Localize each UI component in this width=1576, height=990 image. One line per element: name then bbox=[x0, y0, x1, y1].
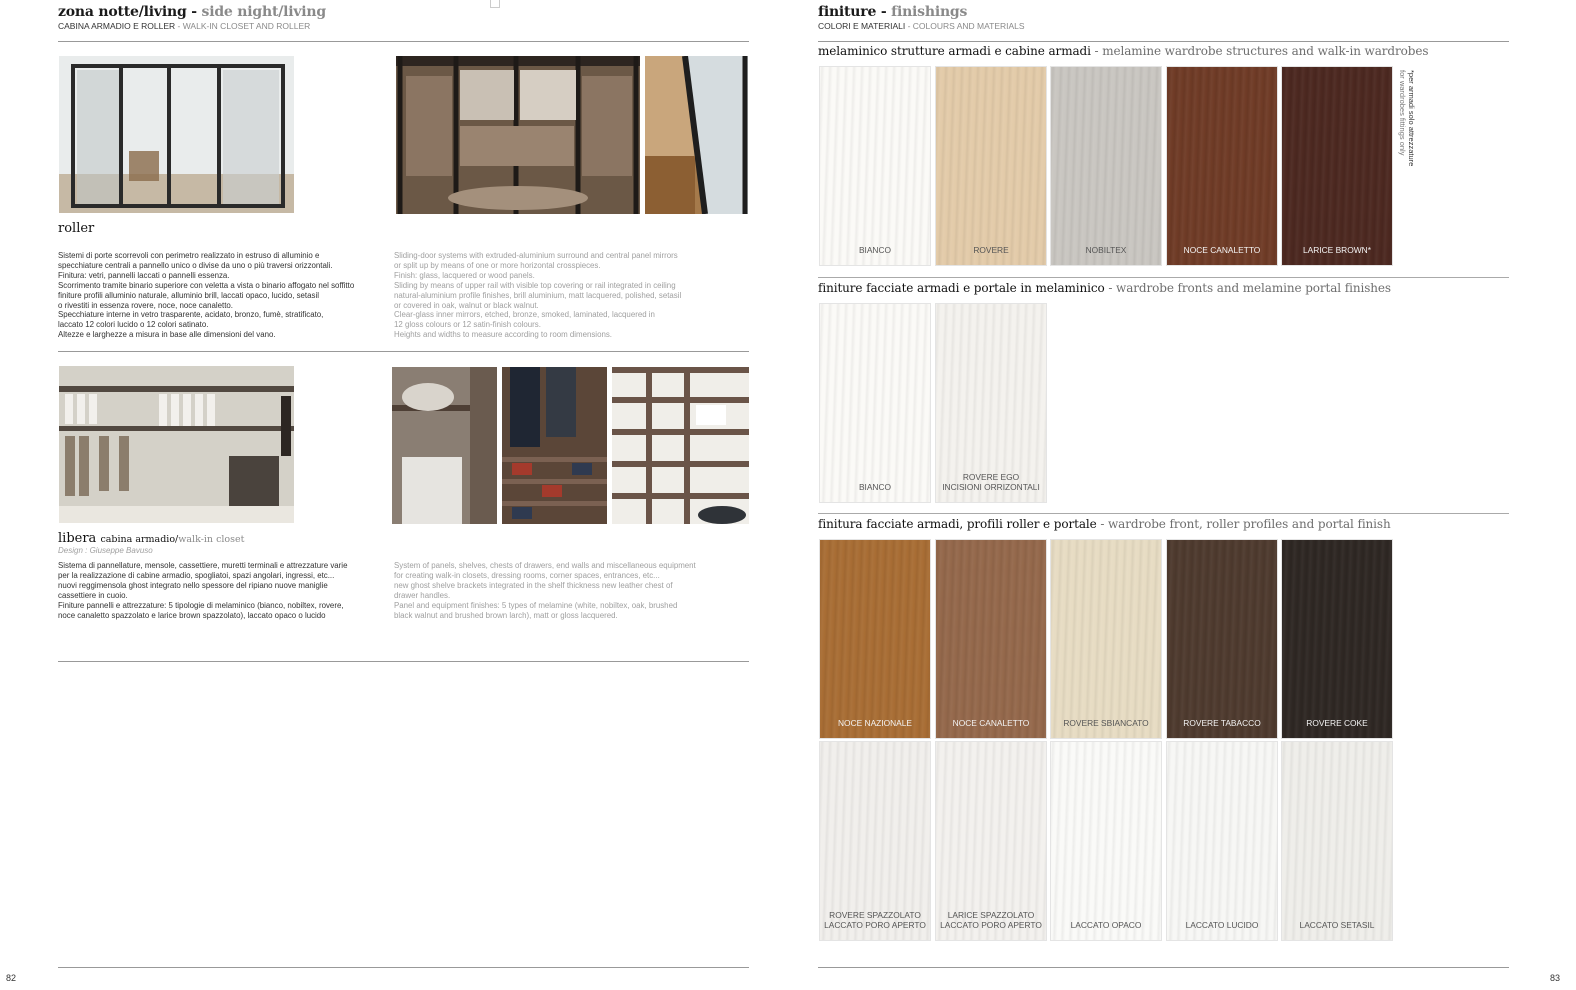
finish-swatch bbox=[935, 66, 1047, 266]
title-en: side night/living bbox=[201, 4, 326, 20]
swatch-label: NOCE CANALETTO bbox=[952, 718, 1030, 728]
left-page-number: 82 bbox=[6, 973, 17, 983]
binding-mark bbox=[490, 0, 500, 8]
section2-rule bbox=[818, 513, 1509, 514]
finish-swatch bbox=[1281, 741, 1393, 941]
swatch-label: ROVERE EGO INCISIONI ORRIZONTALI bbox=[942, 472, 1040, 492]
libera-photo-bag-shelf bbox=[392, 367, 497, 524]
section1-rule bbox=[818, 277, 1509, 278]
libera-description-en: System of panels, shelves, chests of drawers, end walls and miscellaneous equipment for creating walk-in closets, dressing rooms, corner spaces, entrances, etc... new ghost shelve brackets integrated in the shelf thickness new leather chest of drawer handles. Panel and equipment finishes: 5 types of melamine (white, nobiltex, oak, brushed black walnut and brushed brown larch), matt or gloss lacquered. bbox=[394, 561, 696, 620]
subtitle-it: CABINA ARMADIO E ROLLER bbox=[58, 21, 176, 31]
finish-swatch bbox=[1050, 539, 1162, 739]
finish-swatch bbox=[819, 539, 931, 739]
swatch-label: BIANCO bbox=[858, 482, 892, 492]
swatch-label: ROVERE COKE bbox=[1306, 718, 1368, 728]
finiture-title-it: finiture bbox=[818, 4, 877, 20]
left-header-rule bbox=[58, 41, 749, 42]
swatch-label: NOBILTEX bbox=[1085, 245, 1127, 255]
bag-photo-illustration bbox=[392, 367, 497, 524]
roller-photo-door-detail bbox=[645, 56, 748, 214]
section1-sep: - bbox=[1090, 44, 1103, 58]
section1-title-it: melaminico strutture armadi e cabine armadi bbox=[818, 44, 1091, 58]
drawers-photo-illustration bbox=[502, 367, 607, 524]
finish-swatch bbox=[819, 741, 931, 941]
libera-photo-walkin-closet bbox=[59, 366, 294, 523]
section3-title-en: wardrobe front, roller profiles and portal finish bbox=[1108, 517, 1391, 531]
section2-title-it: finiture facciate armadi e portale in melaminico bbox=[818, 281, 1105, 295]
libera-name-en: walk-in closet bbox=[178, 534, 245, 545]
finish-swatch bbox=[1166, 741, 1278, 941]
section3-title-it: finitura facciate armadi, profili roller e portale bbox=[818, 517, 1097, 531]
libera-photo-shelves bbox=[612, 367, 749, 524]
swatch-label: ROVERE SPAZZOLATO LACCATO PORO APERTO bbox=[824, 910, 926, 930]
finish-swatch bbox=[1281, 539, 1393, 739]
swatch-label: LACCATO OPACO bbox=[1070, 920, 1142, 930]
libera-description-it: Sistema di pannellature, mensole, cassettiere, muretti terminali e attrezzature varie per la realizzazione di cabine armadio, spogliatoi, spazi angolari, ingressi, etc... nuovi reggimensola ghost integrato nello spessore del ripiano nuove maniglie cassettiere in cuoio. Finiture pannelli e attrezzature: 5 tipologie di melaminico (bianco, nobiltex, rovere, noce canaletto spazzolato e larice brown spazzolato), laccato opaco o lucido bbox=[58, 561, 348, 620]
section3-sep: - bbox=[1096, 517, 1109, 531]
left-page-title bbox=[58, 4, 326, 20]
libera-name-it: cabina armadio/ bbox=[100, 534, 179, 545]
finish-swatch bbox=[819, 303, 931, 503]
swatch-label: LACCATO SETASIL bbox=[1299, 920, 1375, 930]
roller-description-en: Sliding-door systems with extruded-aluminium surround and central panel mirrors or split up by means of one or more horizontal crosspieces. Finish: glass, lacquered or wood panels. Sliding by means of upper rail with visible top covering or rail integrated in ceiling natural-aluminium profile finishes, brill aluminium, matt lacquered, polished, setasil or covered in oak, walnut or black walnut. Clear-glass inner mirrors, etched, bronze, smoked, laminated, lacquered in 12 gloss colours or 12 satin-finish colours. Heights and widths to measure according to room dimensions. bbox=[394, 251, 682, 340]
finish-swatch bbox=[935, 539, 1047, 739]
finiture-title-sep: - bbox=[876, 4, 892, 20]
finish-swatch bbox=[819, 66, 931, 266]
subtitle-sep: - bbox=[175, 21, 183, 31]
finish-swatch bbox=[1166, 66, 1278, 266]
door-photo-illustration bbox=[645, 56, 748, 214]
libera-designer: Design : Giuseppe Bavuso bbox=[58, 546, 153, 555]
finish-swatch bbox=[1050, 741, 1162, 941]
section1-title-en: melamine wardrobe structures and walk-in wardrobes bbox=[1102, 44, 1429, 58]
right-page-title bbox=[818, 4, 967, 20]
finiture-title-en: finishings bbox=[891, 4, 968, 20]
roller-product-name: roller bbox=[58, 221, 95, 236]
title-sep: - bbox=[186, 4, 202, 20]
section3-title bbox=[818, 517, 1391, 531]
left-page-subtitle bbox=[58, 21, 310, 31]
left-mid-rule bbox=[58, 351, 749, 352]
swatch-label: ROVERE SBIANCATO bbox=[1063, 718, 1149, 728]
swatch-label: ROVERE bbox=[973, 245, 1009, 255]
subtitle-en: WALK-IN CLOSET AND ROLLER bbox=[182, 21, 311, 31]
finiture-subtitle-it: COLORI E MATERIALI bbox=[818, 21, 906, 31]
left-footer-rule bbox=[58, 967, 749, 968]
finiture-subtitle-en: COLOURS AND MATERIALS bbox=[912, 21, 1025, 31]
footnote-it: *per armadi solo attrezzature bbox=[1407, 70, 1416, 167]
finish-swatch bbox=[935, 741, 1047, 941]
swatch-label: LARICE SPAZZOLATO LACCATO PORO APERTO bbox=[940, 910, 1042, 930]
roller-description-it: Sistemi di porte scorrevoli con perimetro realizzato in estruso di alluminio e specchiature centrali a pannello unico o divise da uno o più traversi orizzontali. Finitura: vetri, pannelli laccati o pannelli essenza. Scorrimento tramite binario superiore con veletta a vista o binario affogato nel soffitto finiture profili alluminio naturale, alluminio brill, laccati opaco, lucido, setasil o rivestiti in essenza rovere, noce, noce canaletto. Specchiature interne in vetro trasparente, acidato, bronzo, fumè, stratificato, laccato 12 colori lucido o 12 colori satinato. Altezze e larghezze a misura in base alle dimensioni del vano. bbox=[58, 251, 355, 340]
libera-name: libera bbox=[58, 531, 97, 546]
shelves-photo-illustration bbox=[612, 367, 749, 524]
finish-swatch bbox=[1050, 66, 1162, 266]
right-footer-rule bbox=[818, 967, 1509, 968]
libera-photo-drawers bbox=[502, 367, 607, 524]
section1-footnote bbox=[1398, 70, 1416, 166]
roller-photo-glass-room bbox=[59, 56, 294, 213]
section2-title-en: wardrobe fronts and melamine portal finishes bbox=[1116, 281, 1391, 295]
section2-sep: - bbox=[1104, 281, 1117, 295]
finish-swatch bbox=[1166, 539, 1278, 739]
finish-swatch bbox=[935, 303, 1047, 503]
roller-photo-walkin-closet bbox=[396, 56, 640, 214]
swatch-label: NOCE NAZIONALE bbox=[838, 718, 912, 728]
right-page-number: 83 bbox=[1550, 973, 1561, 983]
swatch-label: LACCATO LUCIDO bbox=[1185, 920, 1259, 930]
right-page-subtitle bbox=[818, 21, 1025, 31]
section1-title bbox=[818, 44, 1428, 58]
finiture-subtitle-sep: - bbox=[905, 21, 913, 31]
swatch-label: ROVERE TABACCO bbox=[1183, 718, 1261, 728]
right-header-rule bbox=[818, 41, 1509, 42]
left-bottom-rule bbox=[58, 661, 749, 662]
closet-photo-illustration bbox=[396, 56, 640, 214]
section2-title bbox=[818, 281, 1391, 295]
roller-photo-illustration bbox=[59, 56, 294, 213]
footnote-en: for wardrobes fittings only bbox=[1398, 70, 1407, 156]
swatch-label: BIANCO bbox=[858, 245, 892, 255]
finish-swatch bbox=[1281, 66, 1393, 266]
swatch-label: LARICE BROWN* bbox=[1303, 245, 1371, 255]
libera-product-name bbox=[58, 531, 244, 546]
libera-photo-illustration bbox=[59, 366, 294, 523]
swatch-label: NOCE CANALETTO bbox=[1183, 245, 1261, 255]
title-it: zona notte/living bbox=[58, 4, 187, 20]
